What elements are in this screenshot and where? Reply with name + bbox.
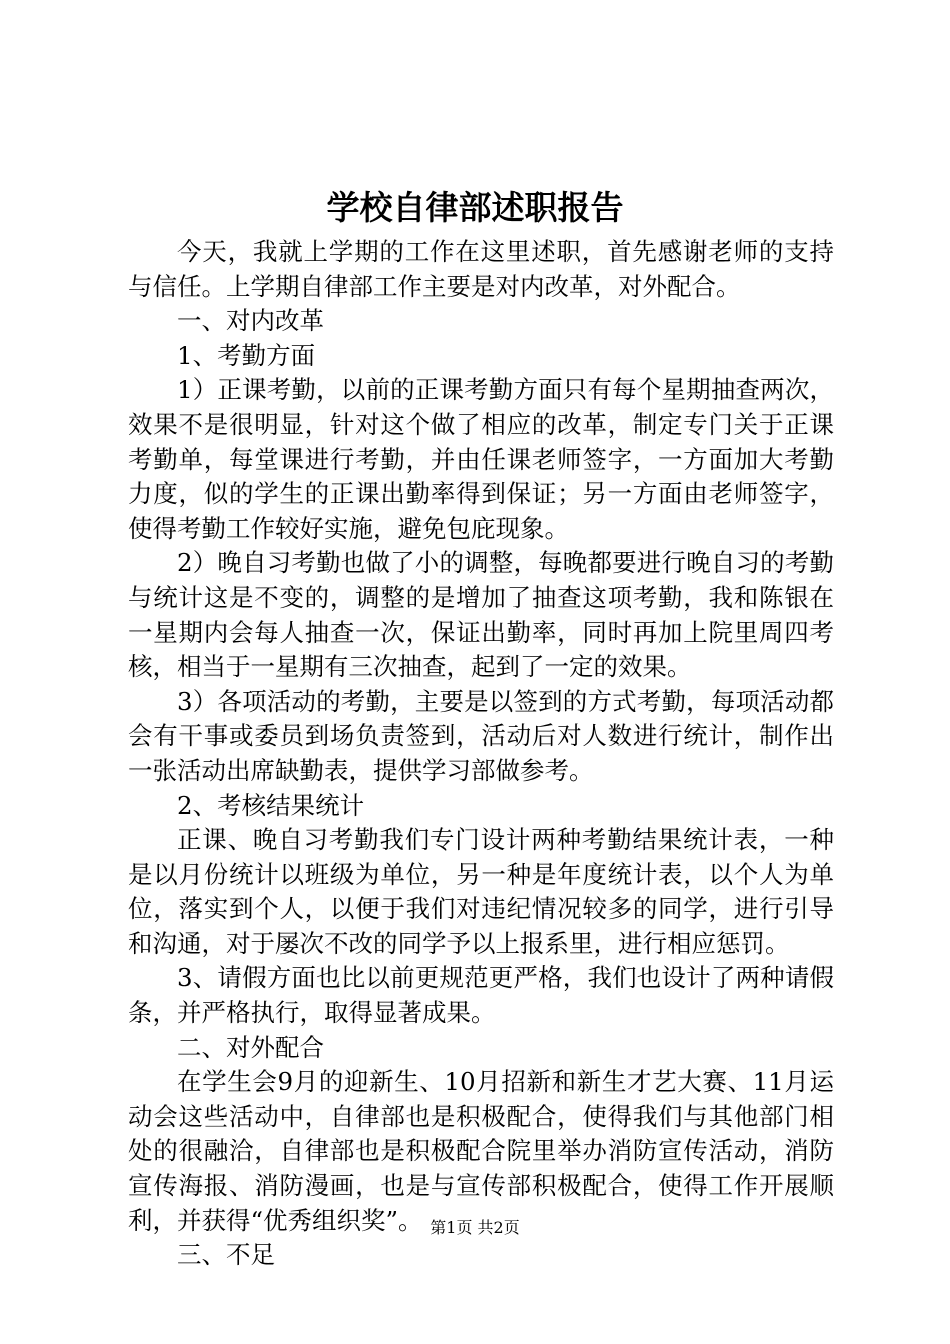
heading-internal-reform: 一、对内改革 [177, 306, 324, 336]
paragraph-evening-study: 2）晚自习考勤也做了小的调整，每晚都要进行晚自习的考勤与统计这是不变的，调整的是增加了抽查这项考勤，我和陈银在一星期内会每人抽查一次，保证出勤率，同时再加上院里周四考核，相当于一星期有三次抽查，起到了一定的效果。 [128, 548, 834, 682]
paragraph-statistics: 正课、晚自习考勤我们专门设计两种考勤结果统计表，一种是以月份统计以班级为单位，另一种是年度统计表，以个人为单位，落实到个人，以便于我们对违纪情况较多的同学，进行引导和沟通，对于屡次不改的同学予以上报系里，进行相应惩罚。 [128, 825, 834, 958]
paragraph-intro: 今天，我就上学期的工作在这里述职，首先感谢老师的支持与信任。上学期自律部工作主要是对内改革，对外配合。 [128, 237, 834, 301]
heading-shortcomings: 三、不足 [177, 1240, 275, 1270]
document-body [128, 235, 834, 1273]
paragraph-cooperation: 在学生会9月的迎新生、10月招新和新生才艺大赛、11月运动会这些活动中，自律部也是积极配合，使得我们与其他部门相处的很融洽，自律部也是积极配合院里举办消防宣传活动，消防宣传海报、消防漫画，也是与宣传部积极配合，使得工作开展顺利，并获得“优秀组织奖”。 [128, 1067, 834, 1235]
paragraph-activity-attendance: 3）各项活动的考勤，主要是以签到的方式考勤，每项活动都会有干事或委员到场负责签到，活动后对人数进行统计，制作出一张活动出席缺勤表，提供学习部做参考。 [128, 686, 834, 785]
paragraph-leave: 3、请假方面也比以前更规范更严格，我们也设计了两种请假条，并严格执行，取得显著成果。 [128, 963, 834, 1028]
heading-external-cooperation: 二、对外配合 [177, 1032, 324, 1062]
page-footer: 第1页 共2页 [430, 1218, 520, 1237]
heading-attendance: 1、考勤方面 [177, 340, 316, 370]
document-title: 学校自律部述职报告 [326, 188, 624, 227]
heading-assessment-statistics: 2、考核结果统计 [177, 790, 365, 820]
paragraph-class-attendance: 1）正课考勤，以前的正课考勤方面只有每个星期抽查两次，效果不是很明显，针对这个做了相应的改革，制定专门关于正课考勤单，每堂课进行考勤，并由任课老师签字，一方面加大考勤力度，似的学生的正课出勤率得到保证；另一方面由老师签字，使得考勤工作较好实施，避免包庇现象。 [128, 375, 834, 543]
